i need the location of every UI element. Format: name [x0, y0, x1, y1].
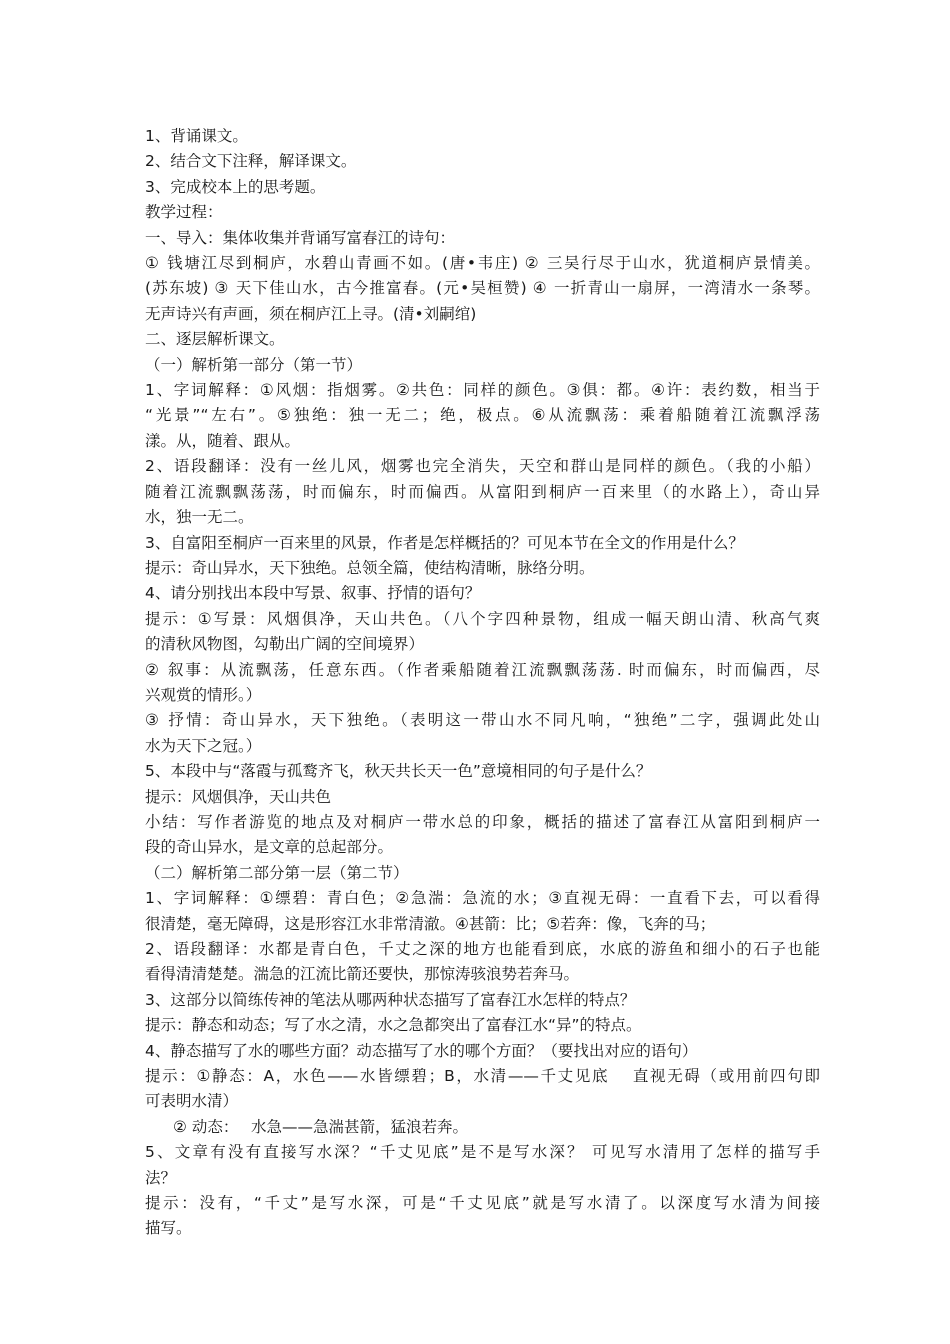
text-line: 提示：①静态：A，水色——水皆缥碧；B，水清——千丈见底 直视无碍（或用前四句即 — [145, 1067, 820, 1086]
text-line: 4、静态描写了水的哪些方面？动态描写了水的哪个方面？（要找出对应的语句） — [145, 1041, 698, 1060]
text-line: 段的奇山异水，是文章的总起部分。 — [145, 838, 394, 857]
text-line: ① 钱塘江尽到桐庐，水碧山青画不如。(唐•韦庄) ② 三吴行尽于山水，犹道桐庐景情美。 — [145, 254, 820, 273]
text-line: （二）解析第二部分第一层（第二节） — [145, 863, 409, 882]
text-line: 水为天下之冠。） — [145, 736, 262, 755]
text-line: 教学过程： — [145, 203, 223, 222]
text-line: 二、逐层解析课文。 — [145, 330, 285, 349]
document-body — [145, 124, 820, 1242]
text-line: 漾。从，随着、跟从。 — [145, 431, 301, 450]
text-line: 1、字词解释：①风烟：指烟雾。②共色：同样的颜色。③俱：都。④许：表约数，相当于 — [145, 381, 820, 400]
text-line: 3、自富阳至桐庐一百来里的风景，作者是怎样概括的？可见本节在全文的作用是什么？ — [145, 533, 744, 552]
text-line: 提示：①写景：风烟俱净，天山共色。（八个字四种景物，组成一幅天朗山清、秋高气爽 — [145, 609, 820, 628]
text-line: 2、结合文下注释，解译课文。 — [145, 152, 357, 171]
text-line: 5、文章有没有直接写水深？“千丈见底”是不是写水深？ 可见写水清用了怎样的描写手 — [145, 1143, 820, 1162]
text-line: 5、本段中与“落霞与孤鹜齐飞，秋天共长天一色”意境相同的句子是什么？ — [145, 762, 652, 781]
text-line: 小结：写作者游览的地点及对桐庐一带水总的印象，概括的描述了富春江从富阳到桐庐一 — [145, 812, 820, 831]
text-line: 的清秋风物图，勾勒出广阔的空间境界） — [145, 635, 425, 654]
text-line: 提示：风烟俱净，天山共色 — [145, 787, 332, 806]
text-line: 水，独一无二。 — [145, 508, 254, 527]
text-line: 一、导入：集体收集并背诵写富春江的诗句： — [145, 228, 456, 247]
text-line: ② 叙事：从流飘荡，任意东西。（作者乘船随着江流飘飘荡荡. 时而偏东，时而偏西，尽 — [145, 660, 820, 679]
text-line: 提示：静态和动态；写了水之清，水之急都突出了富春江水“异”的特点。 — [145, 1016, 642, 1035]
text-line: 3、完成校本上的思考题。 — [145, 177, 326, 196]
text-line: 1、字词解释：①缥碧：青白色；②急湍：急流的水；③直视无碍：一直看下去，可以看得 — [145, 889, 820, 908]
text-line: “光景”“左右”。⑤独绝：独一无二；绝，极点。⑥从流飘荡：乘着船随着江流飘浮荡 — [145, 406, 820, 425]
text-line: ③ 抒情：奇山异水，天下独绝。（表明这一带山水不同凡响，“独绝”二字，强调此处山 — [145, 711, 820, 730]
text-line: ② 动态： 水急——急湍甚箭，猛浪若奔。 — [173, 1117, 469, 1136]
text-line: 提示：奇山异水，天下独绝。总领全篇，使结构清晰，脉络分明。 — [145, 558, 595, 577]
text-line: 随着江流飘飘荡荡，时而偏东，时而偏西。从富阳到桐庐一百来里（的水路上），奇山异 — [145, 482, 820, 501]
text-line: 描写。 — [145, 1219, 192, 1238]
text-line: 2、语段翻译：没有一丝儿风，烟雾也完全消失，天空和群山是同样的颜色。（我的小船） — [145, 457, 820, 476]
text-line: 3、这部分以简练传神的笔法从哪两种状态描写了富春江水怎样的特点？ — [145, 990, 636, 1009]
text-line: 法？ — [145, 1168, 177, 1187]
text-line: 4、请分别找出本段中写景、叙事、抒情的语句？ — [145, 584, 481, 603]
text-line: 提示：没有，“千丈”是写水深，可是“千丈见底”就是写水清了。以深度写水清为间接 — [145, 1194, 820, 1213]
text-line: (苏东坡) ③ 天下佳山水，古今推富春。(元•吴桓赞) ④ 一折青山一扇屏，一湾清水一条琴。 — [145, 279, 820, 298]
text-line: 2、语段翻译：水都是青白色，千丈之深的地方也能看到底，水底的游鱼和细小的石子也能 — [145, 940, 820, 958]
text-line: 看得清清楚楚。湍急的江流比箭还要快，那惊涛骇浪势若奔马。 — [145, 965, 580, 984]
text-line: 很清楚，毫无障碍，这是形容江水非常清澈。④甚箭：比；⑤若奔：像，飞奔的马； — [145, 914, 716, 933]
text-line: （一）解析第一部分（第一节） — [145, 355, 363, 374]
text-line: 1、背诵课文。 — [145, 127, 248, 145]
text-line: 无声诗兴有声画，须在桐庐江上寻。(清•刘嗣绾) — [145, 304, 477, 323]
text-line: 可表明水清） — [145, 1092, 239, 1111]
text-line: 兴观赏的情形。） — [145, 685, 262, 704]
